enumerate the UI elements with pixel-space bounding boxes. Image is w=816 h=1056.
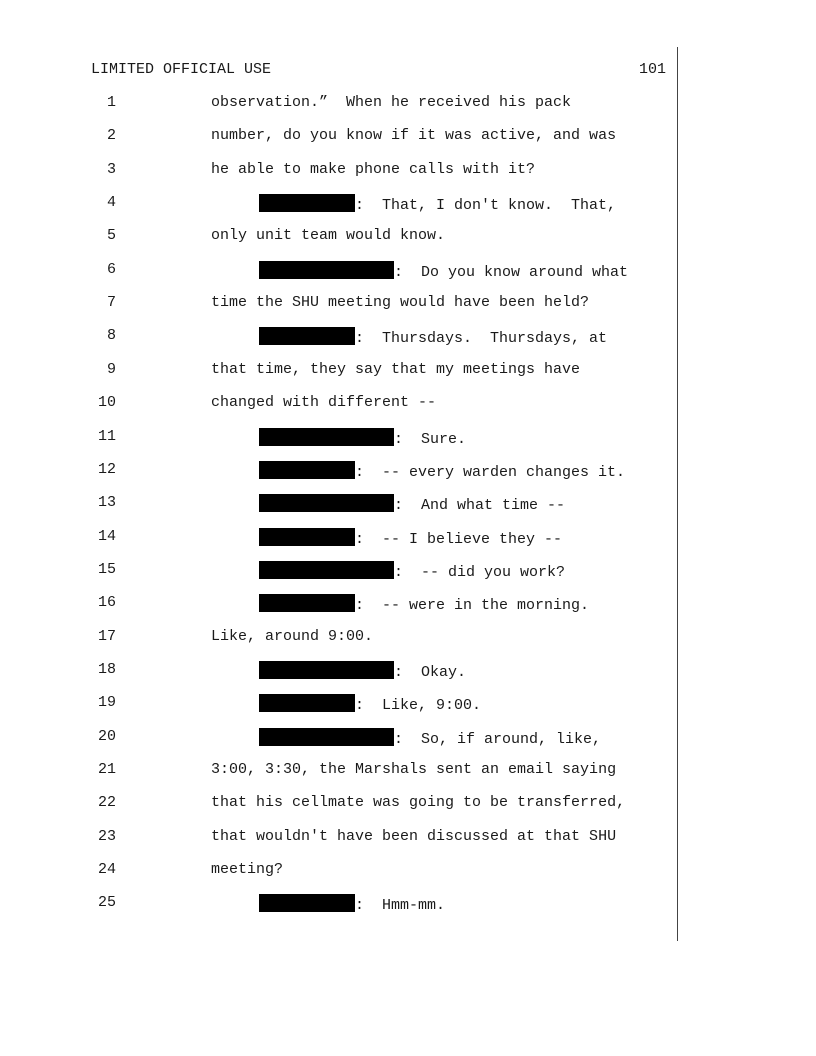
- line-number: 20: [97, 727, 116, 745]
- line-text: that his cellmate was going to be transferred,: [211, 794, 626, 812]
- transcript-line: [0, 294, 816, 316]
- line-number: 23: [97, 827, 116, 845]
- redacted-speaker-name: [259, 894, 355, 912]
- speaker-line: [259, 428, 466, 448]
- transcript-line: [0, 494, 816, 516]
- line-number: 3: [106, 160, 116, 178]
- transcript-line: [0, 894, 816, 916]
- redacted-speaker-name: [259, 661, 394, 679]
- transcript-line: [0, 94, 816, 116]
- line-number: 14: [97, 527, 116, 545]
- line-number: 17: [97, 627, 116, 645]
- line-number: 7: [106, 294, 116, 312]
- redacted-speaker-name: [259, 594, 355, 612]
- line-number: 19: [97, 694, 116, 712]
- line-number: 18: [97, 660, 116, 678]
- speaker-line: [259, 194, 616, 214]
- line-text: that wouldn't have been discussed at that SHU: [211, 827, 617, 845]
- spoken-text: : Do you know around what: [394, 263, 629, 281]
- line-number: 1: [106, 94, 116, 111]
- line-number: 10: [97, 394, 116, 412]
- spoken-text: : -- every warden changes it.: [355, 463, 626, 481]
- transcript-line: [0, 794, 816, 816]
- line-number: 15: [97, 560, 116, 578]
- spoken-text: : And what time --: [394, 497, 566, 515]
- spoken-text: : Hmm-mm.: [355, 897, 446, 915]
- spoken-text: : -- did you work?: [394, 563, 566, 581]
- spoken-text: : -- were in the morning.: [355, 597, 590, 615]
- transcript-line: [0, 194, 816, 216]
- line-text: changed with different --: [211, 394, 437, 412]
- line-number: 12: [97, 460, 116, 478]
- line-text: time the SHU meeting would have been held?: [211, 294, 590, 312]
- transcript-line: [0, 528, 816, 550]
- redacted-speaker-name: [259, 728, 394, 746]
- transcript-line: [0, 394, 816, 416]
- line-number: 5: [106, 227, 116, 245]
- line-number: 22: [97, 794, 116, 812]
- line-number: 8: [106, 327, 116, 345]
- line-number: 9: [106, 360, 116, 378]
- redacted-speaker-name: [259, 194, 355, 212]
- transcript-line: [0, 861, 816, 883]
- transcript-line: [0, 828, 816, 850]
- line-number: 21: [97, 761, 116, 778]
- transcript-line: [0, 327, 816, 349]
- transcript-line: [0, 628, 816, 650]
- page-header: [91, 61, 666, 81]
- speaker-line: [259, 694, 481, 714]
- redacted-speaker-name: [259, 261, 394, 279]
- transcript-line: [0, 161, 816, 183]
- speaker-line: [259, 327, 607, 347]
- transcript-line: [0, 261, 816, 283]
- redacted-speaker-name: [259, 561, 394, 579]
- speaker-line: [259, 894, 445, 914]
- transcript-line: [0, 694, 816, 716]
- speaker-line: [259, 728, 601, 748]
- line-number: 24: [97, 861, 116, 879]
- line-text: observation.” When he received his pack: [211, 94, 572, 111]
- classification-label: LIMITED OFFICIAL USE: [91, 61, 272, 78]
- speaker-line: [259, 661, 466, 681]
- redacted-speaker-name: [259, 494, 394, 512]
- speaker-line: [259, 594, 589, 614]
- spoken-text: : That, I don't know. That,: [355, 197, 617, 215]
- transcript-line: [0, 661, 816, 683]
- speaker-line: [259, 494, 565, 514]
- transcript-line: [0, 127, 816, 149]
- line-text: 3:00, 3:30, the Marshals sent an email saying: [211, 761, 617, 778]
- redacted-speaker-name: [259, 461, 355, 479]
- redacted-speaker-name: [259, 428, 394, 446]
- transcript-line: [0, 428, 816, 450]
- speaker-line: [259, 461, 625, 481]
- transcript-line: [0, 227, 816, 249]
- spoken-text: : Like, 9:00.: [355, 697, 482, 715]
- redacted-speaker-name: [259, 694, 355, 712]
- speaker-line: [259, 261, 628, 281]
- line-text: meeting?: [211, 861, 284, 879]
- redacted-speaker-name: [259, 327, 355, 345]
- speaker-line: [259, 528, 562, 548]
- transcript-line: [0, 361, 816, 383]
- line-number: 6: [106, 260, 116, 278]
- line-text: only unit team would know.: [211, 227, 446, 245]
- line-number: 2: [106, 127, 116, 145]
- spoken-text: : Okay.: [394, 663, 467, 681]
- redacted-speaker-name: [259, 528, 355, 546]
- transcript-line: [0, 561, 816, 583]
- speaker-line: [259, 561, 565, 581]
- transcript-line: [0, 728, 816, 750]
- line-text: that time, they say that my meetings have: [211, 360, 581, 378]
- line-text: number, do you know if it was active, and was: [211, 127, 617, 145]
- line-number: 13: [97, 494, 116, 512]
- line-number: 25: [97, 894, 116, 912]
- line-number: 11: [97, 427, 116, 445]
- transcript-line: [0, 594, 816, 616]
- spoken-text: : -- I believe they --: [355, 530, 563, 548]
- line-number: 4: [106, 194, 116, 212]
- line-text: Like, around 9:00.: [211, 627, 374, 645]
- page-number: 101: [638, 61, 666, 78]
- spoken-text: : So, if around, like,: [394, 730, 602, 748]
- spoken-text: : Sure.: [394, 430, 467, 448]
- spoken-text: : Thursdays. Thursdays, at: [355, 330, 608, 348]
- transcript-line: [0, 461, 816, 483]
- transcript-line: [0, 761, 816, 783]
- line-number: 16: [97, 594, 116, 612]
- line-text: he able to make phone calls with it?: [211, 160, 536, 178]
